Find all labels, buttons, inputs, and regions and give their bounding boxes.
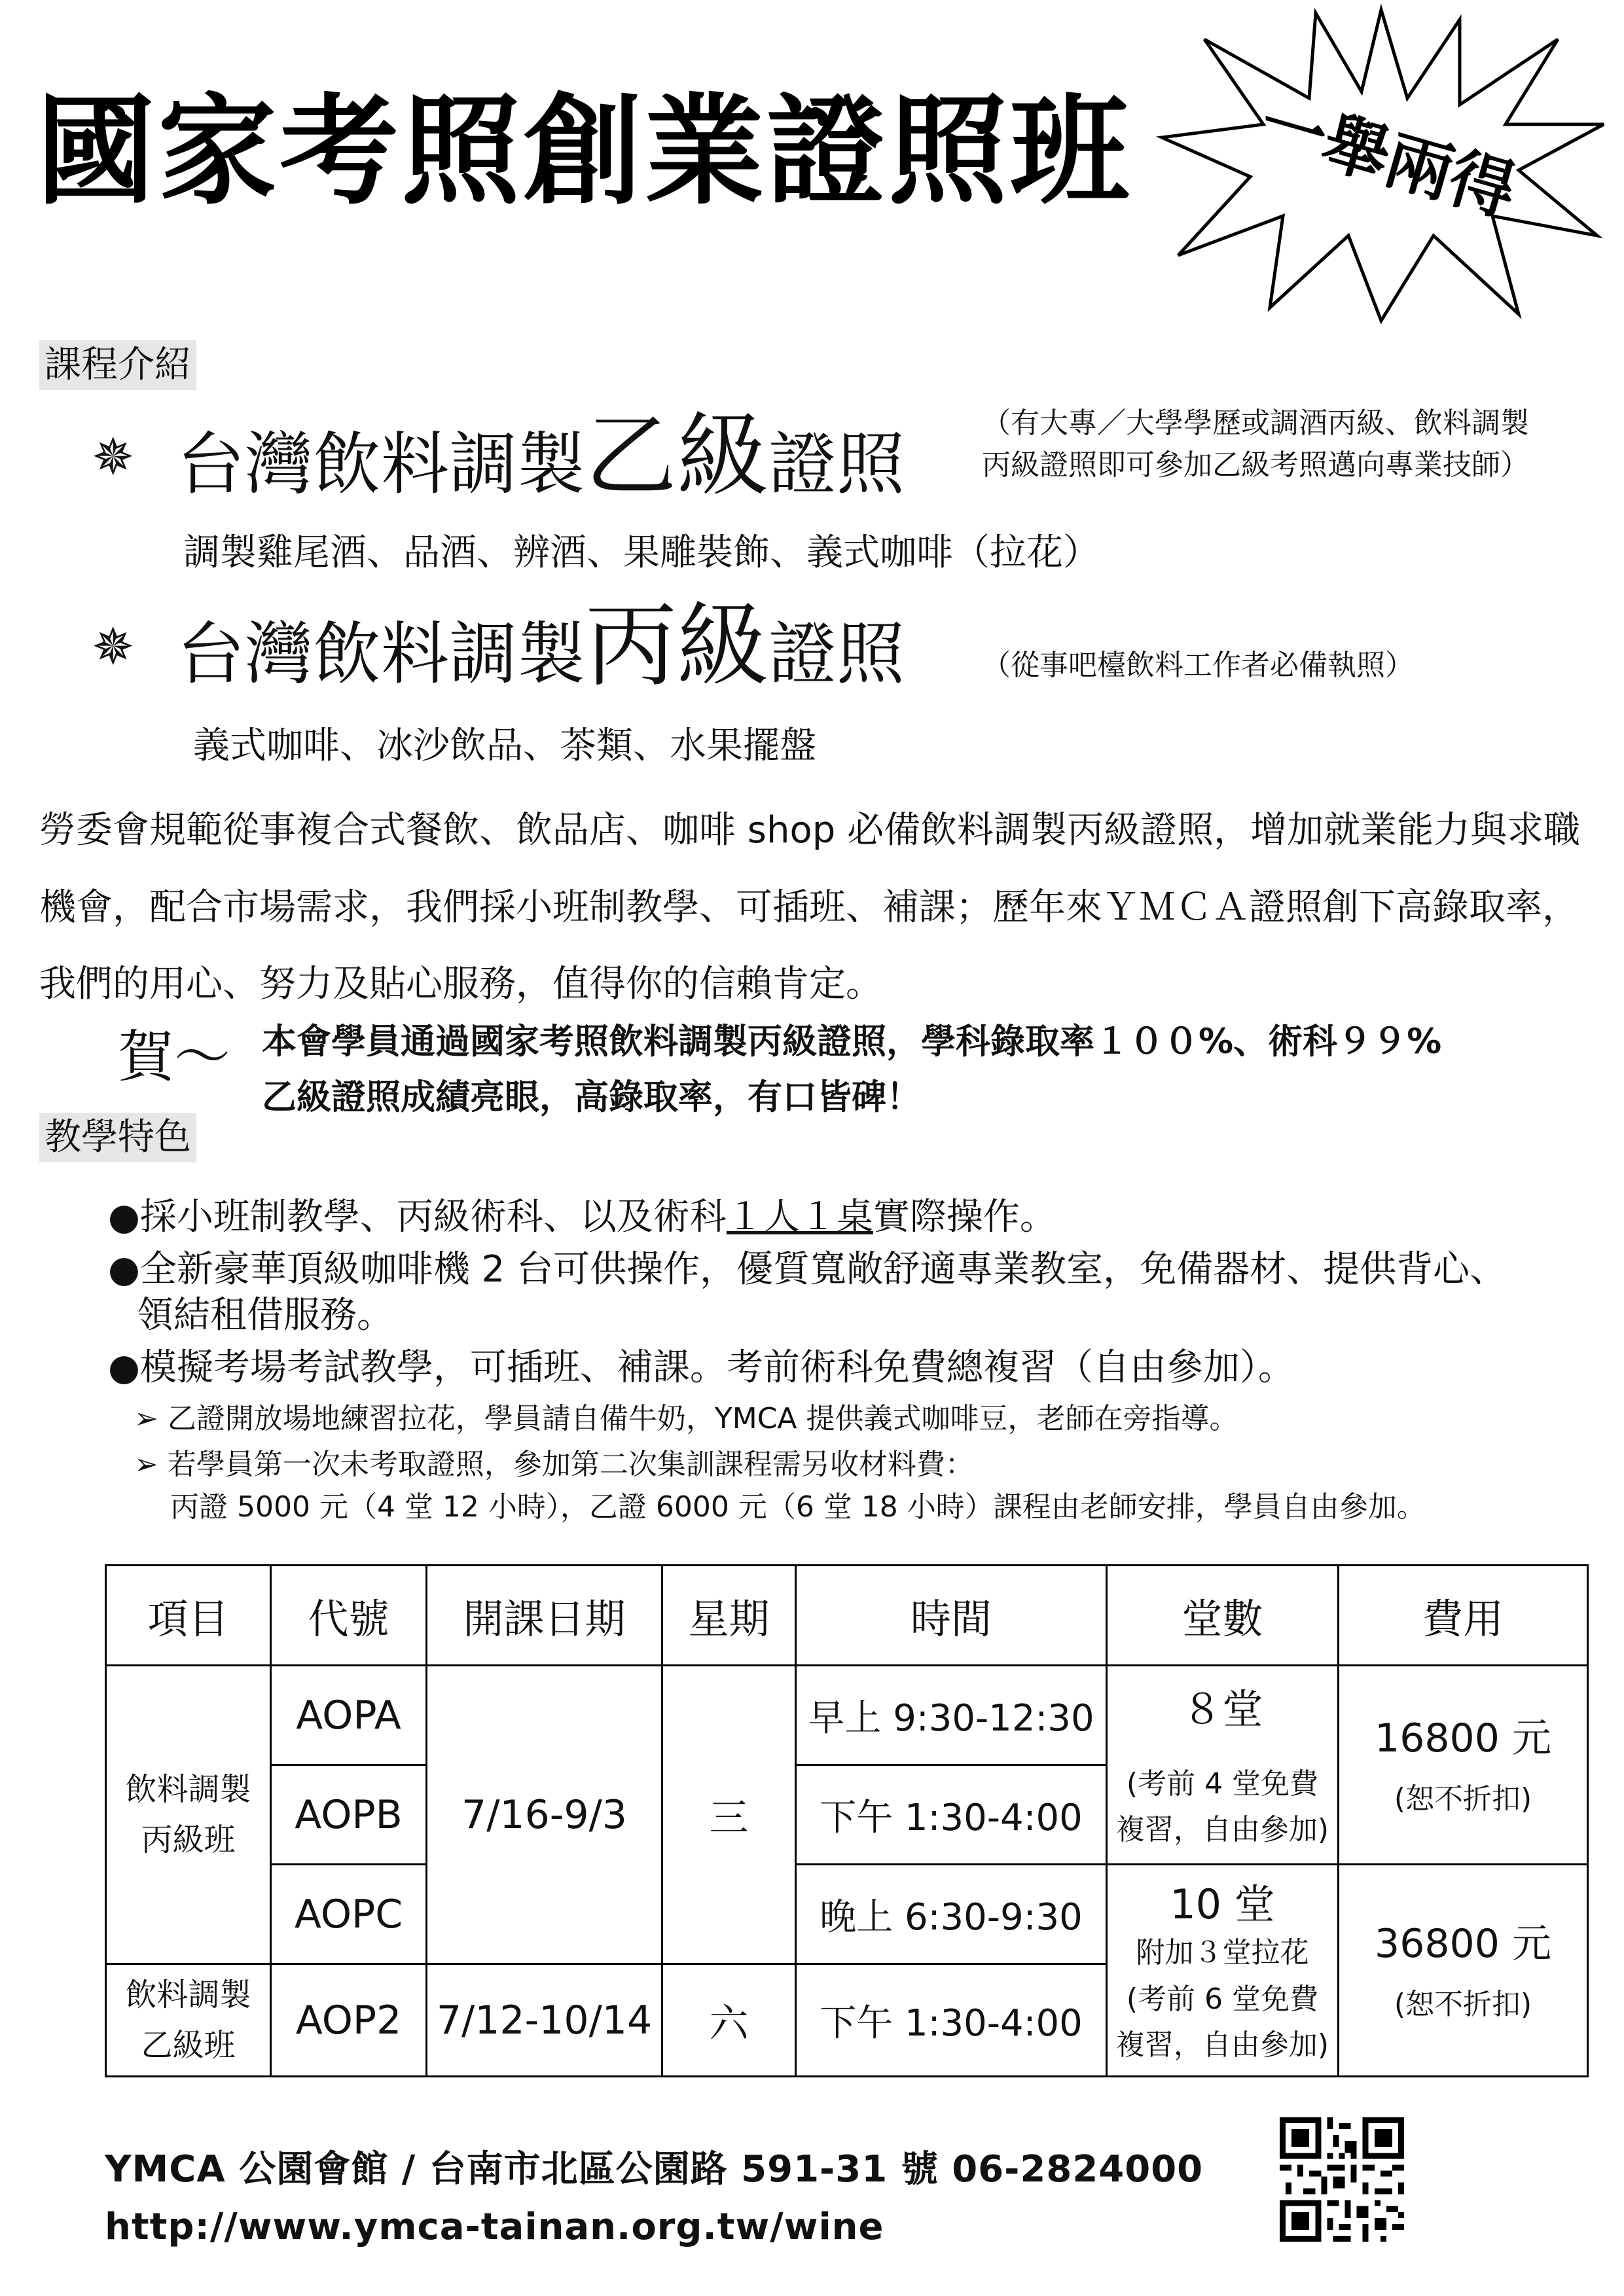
congrats-line1: 本會學員通過國家考照飲料調製丙級證照，學科錄取率１００%、術科９９% xyxy=(262,1022,1442,1062)
sessions-c: ８堂 xyxy=(1182,1685,1263,1733)
cert-b-prefix: 台灣飲料調製 xyxy=(177,424,586,504)
time-cell: 早上 9:30-12:30 xyxy=(796,1666,1107,1765)
feature-1-pre: ●採小班制教學、丙級術科、以及術科 xyxy=(108,1196,727,1238)
congrats-label: 賀～ xyxy=(118,1024,230,1090)
cert-b-heading xyxy=(177,403,905,510)
sessions-b-note1: (考前 6 堂免費 xyxy=(1126,1982,1319,2016)
cert-c-note: （從事吧檯飲料工作者必備執照） xyxy=(982,649,1414,682)
intro-paragraph: 勞委會規範從事複合式餐飲、飲品店、咖啡 shop 必備飲料調製丙級證照，增加就業能力與求職機會，配合市場需求，我們採小班制教學、可插班、補課；歷年來ＹＭＣＡ證照創下高錄取率，我們的用心、努力及貼心服務，值得你的信賴肯定。 xyxy=(39,809,1581,1006)
qr-code-icon[interactable] xyxy=(1280,2117,1404,2242)
cert-c-level: 丙級 xyxy=(585,593,769,700)
fee-b: 36800 元 xyxy=(1375,1921,1551,1967)
sessions-b-cell xyxy=(1107,1865,1339,2077)
congrats-line2: 乙級證照成績亮眼，高錄取率，有口皆碑！ xyxy=(262,1077,921,1117)
sessions-b: 10 堂 xyxy=(1170,1880,1275,1929)
cert-c-suffix: 證照 xyxy=(768,614,905,694)
feature-sub-1: ➢ 乙證開放場地練習拉花，學員請自備牛奶，YMCA 提供義式咖啡豆，老師在旁指導。 xyxy=(134,1402,1238,1435)
course-intro-label: 課程介紹 xyxy=(39,340,196,390)
cert-c-prefix: 台灣飲料調製 xyxy=(177,614,586,694)
fee-c: 16800 元 xyxy=(1375,1715,1551,1762)
feature-item-3: ●模擬考場考試教學，可插班、補課。考前術科免費總複習（自由參加）。 xyxy=(108,1346,1295,1389)
footer-url[interactable]: http://www.ymca-tainan.org.tw/wine xyxy=(105,2206,884,2248)
header-code: 代號 xyxy=(271,1566,427,1666)
code-cell: AOPA xyxy=(271,1666,427,1765)
starburst-badge xyxy=(1152,0,1610,327)
features-label: 教學特色 xyxy=(39,1113,196,1162)
sessions-b-note2: 複習，自由參加) xyxy=(1115,2028,1329,2062)
feature-item-1 xyxy=(108,1194,1056,1240)
fee-b-note: (恕不折扣) xyxy=(1394,1988,1532,2022)
cert-b-description: 調製雞尾酒、品酒、辨酒、果雕裝飾、義式咖啡（拉花） xyxy=(183,531,1100,574)
feature-1-post: 實際操作。 xyxy=(873,1196,1056,1238)
sessions-c-cell xyxy=(1107,1666,1339,1865)
congrats-text xyxy=(262,1014,1610,1126)
code-cell: AOPB xyxy=(271,1765,427,1865)
group-c-cell xyxy=(106,1666,271,1964)
cert-c-description: 義式咖啡、冰沙飲品、茶類、水果擺盤 xyxy=(193,725,816,767)
date-c-cell: 7/16-9/3 xyxy=(427,1666,662,1964)
cert-b-note xyxy=(982,403,1610,486)
feature-sub-2-line1: ➢ 若學員第一次未考取證照，參加第二次集訓課程需另收材料費： xyxy=(134,1448,974,1481)
group-b-cell xyxy=(106,1964,271,2077)
group-b-line1: 飲料調製 xyxy=(125,1976,251,2013)
fee-c-cell xyxy=(1339,1666,1588,1865)
feature-1-underline: １人１桌 xyxy=(726,1196,873,1238)
bullet-star-icon: ✵ xyxy=(92,618,135,677)
time-cell: 下午 1:30-4:00 xyxy=(796,1765,1107,1865)
date-b-cell: 7/12-10/14 xyxy=(427,1964,662,2077)
schedule-table xyxy=(105,1564,1589,2077)
page-title: 國家考照創業證照班 xyxy=(36,82,1132,221)
table-row xyxy=(106,1666,1588,1765)
header-sessions: 堂數 xyxy=(1107,1566,1339,1666)
code-cell: AOP2 xyxy=(271,1964,427,2077)
header-item: 項目 xyxy=(106,1566,271,1666)
time-cell: 晚上 6:30-9:30 xyxy=(796,1865,1107,1964)
table-row xyxy=(106,1865,1588,1964)
sessions-b-note0: 附加３堂拉花 xyxy=(1136,1936,1309,1970)
feature-sub-2-line2: 丙證 5000 元（4 堂 12 小時），乙證 6000 元（6 堂 18 小時）課程由老師安排，學員自由參加。 xyxy=(170,1490,1426,1524)
feature-2-line2: 領結租借服務。 xyxy=(137,1294,393,1336)
group-c-line1: 飲料調製 xyxy=(125,1770,251,1808)
header-time: 時間 xyxy=(796,1566,1107,1666)
bullet-star-icon: ✵ xyxy=(92,428,135,487)
sessions-c-note2: 複習，自由參加) xyxy=(1115,1813,1329,1846)
cert-b-note-line2: 丙級證照即可參加乙級考照邁向專業技師） xyxy=(982,448,1529,482)
time-cell: 下午 1:30-4:00 xyxy=(796,1964,1107,2077)
badge-text: 一舉兩得 xyxy=(1251,84,1525,231)
fee-b-cell xyxy=(1339,1865,1588,2077)
day-b-cell: 六 xyxy=(662,1964,796,2077)
group-c-line2: 丙級班 xyxy=(141,1821,236,1858)
footer-address: YMCA 公園會館 / 台南市北區公園路 591-31 號 06-2824000 xyxy=(105,2148,1204,2191)
header-weekday: 星期 xyxy=(662,1566,796,1666)
table-header-row xyxy=(106,1566,1588,1666)
group-b-line2: 乙級班 xyxy=(141,2026,236,2064)
header-date: 開課日期 xyxy=(427,1566,662,1666)
cert-c-heading xyxy=(177,593,905,700)
feature-2-line1: ●全新豪華頂級咖啡機 2 台可供操作，優質寬敞舒適專業教室，免備器材、提供背心、 xyxy=(108,1248,1507,1291)
cert-b-note-line1: （有大專／大學學歷或調酒丙級、飲料調製 xyxy=(982,406,1529,440)
code-cell: AOPC xyxy=(271,1865,427,1964)
day-c-cell: 三 xyxy=(662,1666,796,1964)
fee-c-note: (恕不折扣) xyxy=(1394,1782,1532,1816)
cert-b-suffix: 證照 xyxy=(768,424,905,504)
header-fee: 費用 xyxy=(1339,1566,1588,1666)
sessions-c-note1: (考前 4 堂免費 xyxy=(1126,1767,1319,1801)
feature-item-2 xyxy=(108,1247,1607,1338)
cert-b-level: 乙級 xyxy=(585,403,769,510)
